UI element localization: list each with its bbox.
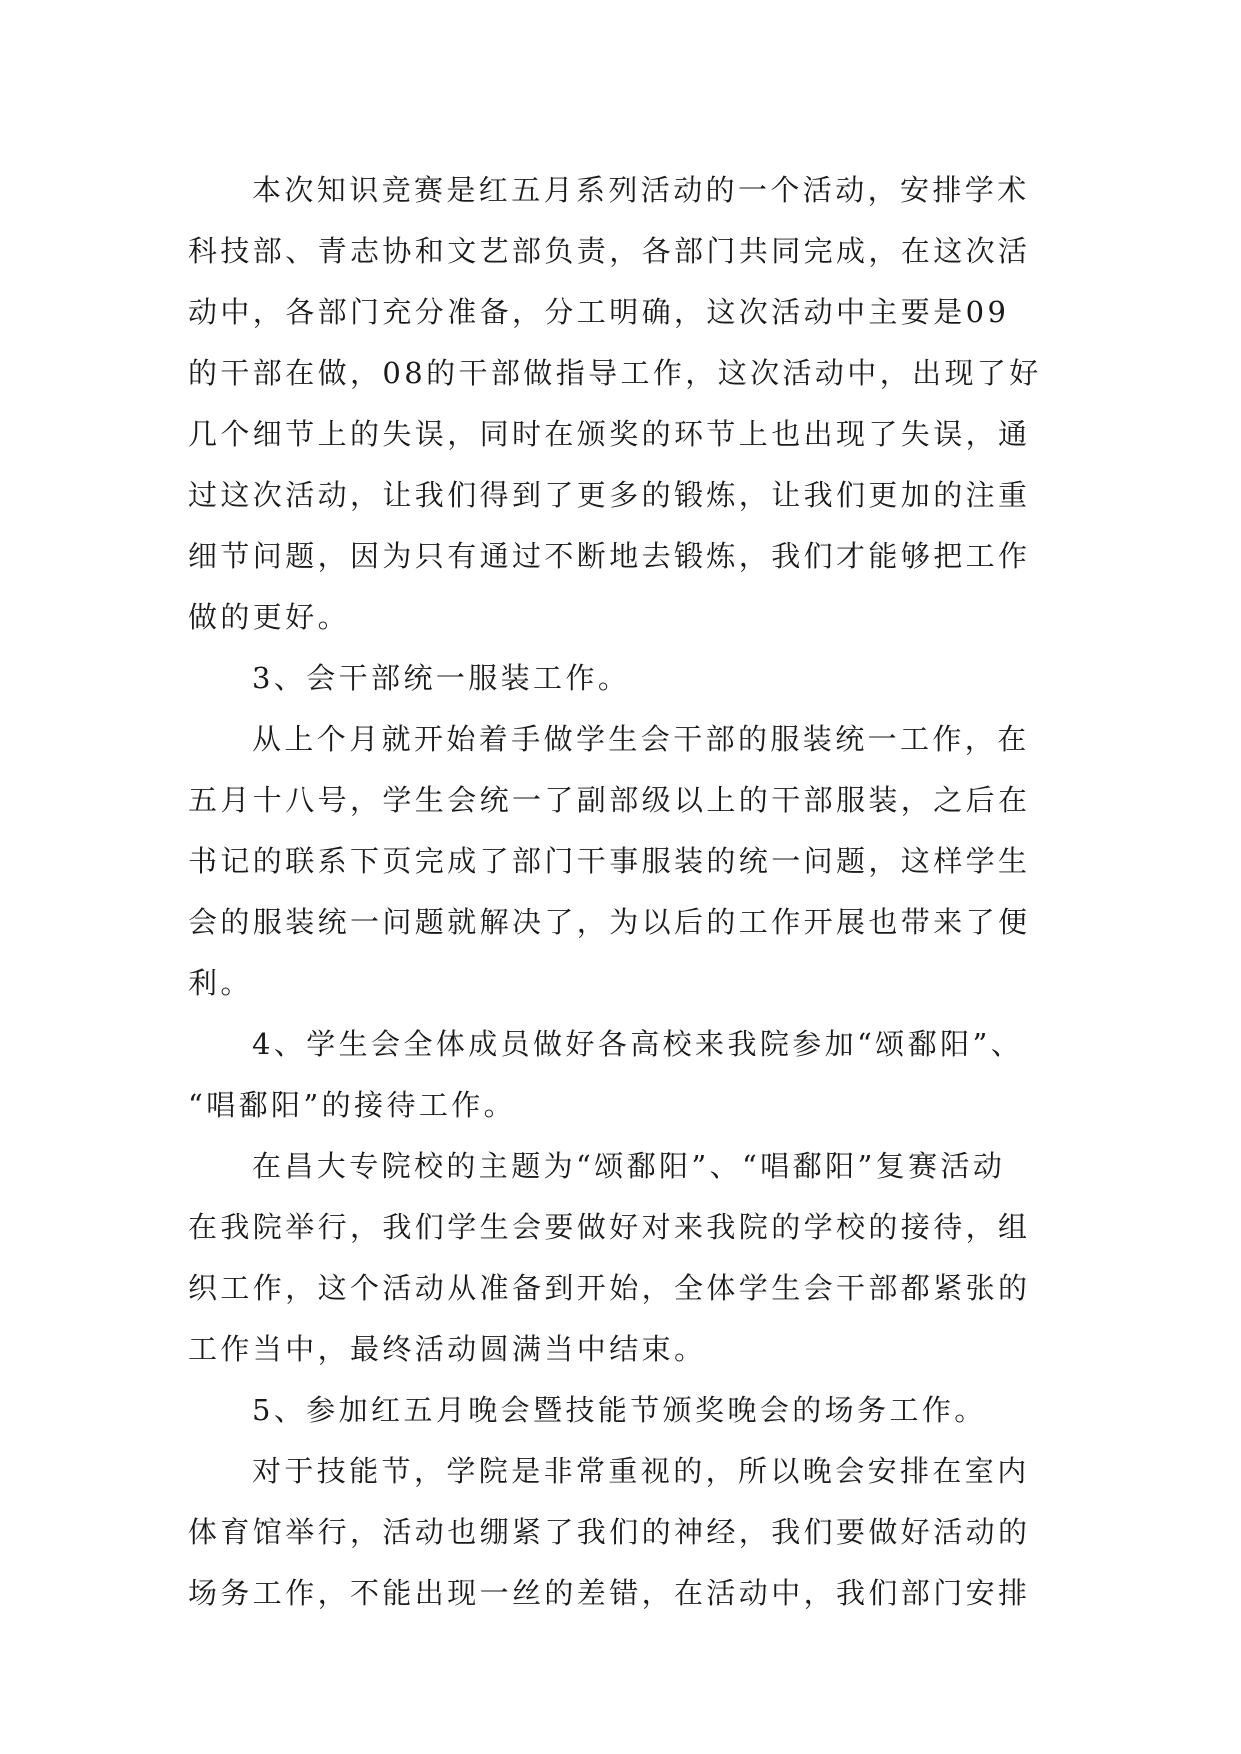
text-line: 动中，各部门充分准备，分工明确，这次活动中主要是09 <box>188 295 1010 329</box>
paragraph <box>188 1014 1058 1136</box>
text-line: 过这次活动，让我们得到了更多的锻炼，让我们更加的注重 <box>188 478 1031 512</box>
paragraph <box>188 648 1058 709</box>
text-line: 利。 <box>188 966 253 1000</box>
text-line: 3、会干部统一服装工作。 <box>252 661 631 695</box>
text-line: “唱鄱阳”的接待工作。 <box>188 1088 517 1122</box>
text-line: 本次知识竞赛是红五月系列活动的一个活动，安排学术 <box>252 173 1030 207</box>
document-body <box>188 160 1058 1624</box>
text-line: 4、学生会全体成员做好各高校来我院参加“颂鄱阳”、 <box>252 1027 1024 1061</box>
text-line: 织工作，这个活动从准备到开始，全体学生会干部都紧张的 <box>188 1271 1031 1305</box>
text-line: 从上个月就开始着手做学生会干部的服装统一工作，在 <box>252 722 1030 756</box>
text-line: 对于技能节，学院是非常重视的，所以晚会安排在室内 <box>252 1454 1030 1488</box>
text-line: 书记的联系下页完成了部门干事服装的统一问题，这样学生 <box>188 844 1031 878</box>
paragraph <box>188 1380 1058 1441</box>
paragraph <box>188 160 1058 648</box>
paragraph <box>188 1441 1058 1624</box>
text-line: 几个细节上的失误，同时在颁奖的环节上也出现了失误，通 <box>188 417 1031 451</box>
text-line: 在我院举行，我们学生会要做好对来我院的学校的接待，组 <box>188 1210 1031 1244</box>
text-line: 在昌大专院校的主题为“颂鄱阳”、“唱鄱阳”复赛活动 <box>252 1149 1006 1183</box>
text-line: 的干部在做，08的干部做指导工作，这次活动中，出现了好 <box>188 356 1042 390</box>
paragraph <box>188 709 1058 1014</box>
text-line: 做的更好。 <box>188 600 351 634</box>
text-line: 细节问题，因为只有通过不断地去锻炼，我们才能够把工作 <box>188 539 1031 573</box>
text-line: 会的服装统一问题就解决了，为以后的工作开展也带来了便 <box>188 905 1031 939</box>
text-line: 工作当中，最终活动圆满当中结束。 <box>188 1332 707 1366</box>
text-line: 科技部、青志协和文艺部负责，各部门共同完成，在这次活 <box>188 234 1031 268</box>
text-line: 场务工作，不能出现一丝的差错，在活动中，我们部门安排 <box>188 1576 1031 1610</box>
paragraph <box>188 1136 1058 1380</box>
text-line: 五月十八号，学生会统一了副部级以上的干部服装，之后在 <box>188 783 1031 817</box>
text-line: 体育馆举行，活动也绷紧了我们的神经，我们要做好活动的 <box>188 1515 1031 1549</box>
text-line: 5、参加红五月晚会暨技能节颁奖晚会的场务工作。 <box>252 1393 987 1427</box>
